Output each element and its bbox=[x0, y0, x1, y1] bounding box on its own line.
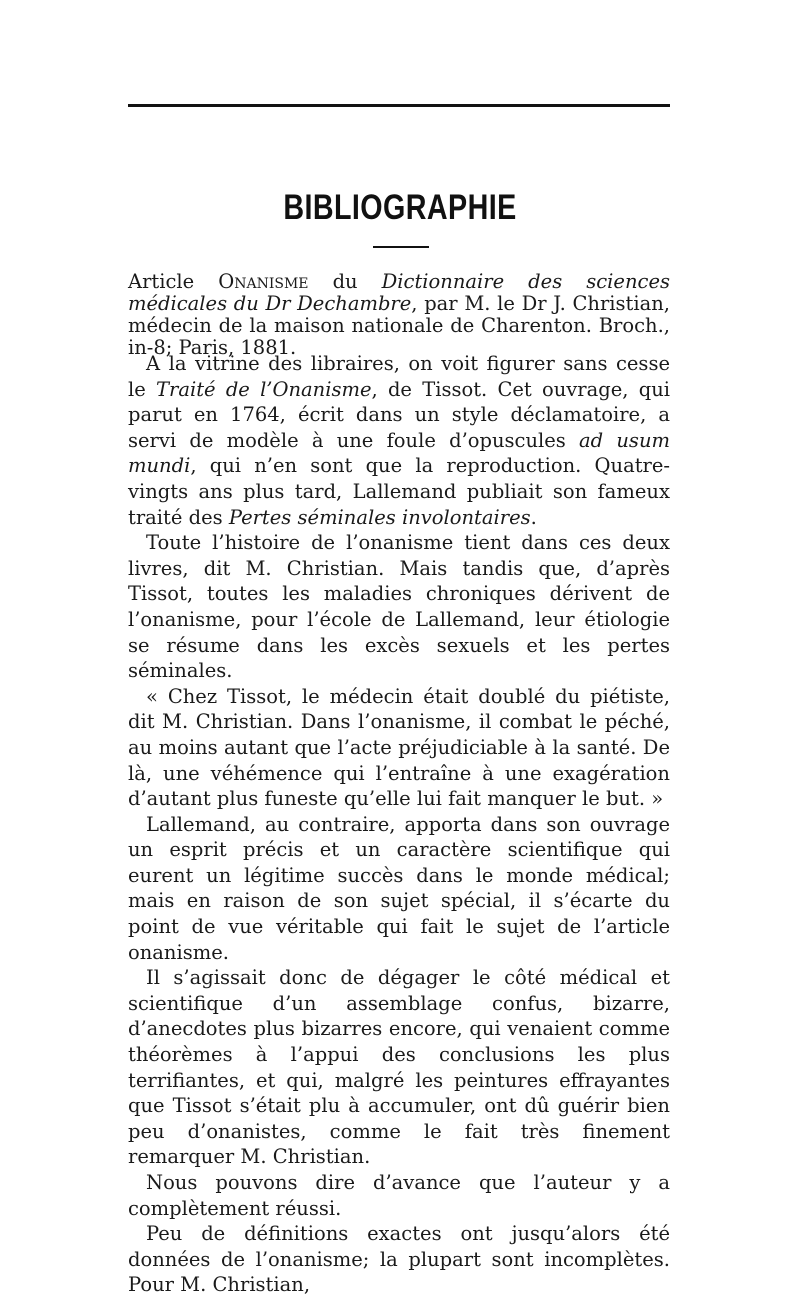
paragraph bbox=[128, 812, 670, 966]
citation-dict-title: Dictionnaire des sciences médicales du Dr Dechambre bbox=[128, 270, 670, 315]
citation-subject: Onanisme bbox=[218, 270, 309, 293]
paragraph-text: , qui n’en sont que la reproduction. Quatre-vingts ans plus tard, Lallemand publiait son fameux traité des bbox=[128, 454, 670, 529]
paragraph bbox=[128, 1221, 670, 1298]
paragraph bbox=[128, 684, 670, 812]
italic-text: ad usum mundi bbox=[128, 428, 670, 478]
paragraph-text: Peu de définitions exactes ont jusqu’alors été données de l’onanisme; la plupart sont incomplètes. Pour M. Christian, bbox=[128, 1222, 670, 1297]
paragraph bbox=[128, 1170, 670, 1221]
paragraph bbox=[128, 351, 670, 530]
citation-rest-2: , par M. le Dr J. Christian, médecin de la maison nationale de Charenton. Broch., in-8; Paris, 1881. bbox=[128, 292, 671, 359]
italic-text: Pertes séminales involontaires bbox=[228, 505, 531, 529]
title-rule bbox=[373, 246, 429, 248]
top-rule bbox=[128, 104, 670, 107]
paragraph-text: A la vitrine des libraires, on voit figurer sans cesse le bbox=[128, 352, 670, 401]
citation bbox=[128, 271, 670, 359]
page-title: BIBLIOGRAPHIE bbox=[283, 188, 517, 227]
paragraph-text: , de Tissot. Cet ouvrage, qui parut en 1764, écrit dans un style déclamatoire, a servi de modèle à une foule d’opuscules bbox=[128, 377, 670, 452]
citation-rest-1: du bbox=[308, 270, 382, 293]
paragraph-text: Toute l’histoire de l’onanisme tient dans ces deux livres, dit M. Christian. Mais tandis que, d’après Tissot, toutes les maladies chroniques dérivent de l’onanisme, pour l’école de Lallemand, leur étiologie se résume dans les excès sexuels et les pertes séminales. bbox=[128, 531, 670, 683]
paragraph bbox=[128, 965, 670, 1170]
paragraph-text: . bbox=[530, 505, 537, 529]
paragraph bbox=[128, 530, 670, 684]
paragraph-text: Il s’agissait donc de dégager le côté médical et scientifique d’un assemblage confus, bizarre, d’anecdotes plus bizarres encore, qui venaient comme théorèmes à l’appui des conclusions les plus terrifiantes, et qui, malgré les peintures effrayantes que Tissot s’était plu à accumuler, ont dû guérir bien peu d’onanistes, comme le fait très finement remarquer M. Christian. bbox=[128, 966, 670, 1169]
paragraph-text: « Chez Tissot, le médecin était doublé du piétiste, dit M. Christian. Dans l’onanisme, il combat le péché, au moins autant que l’acte préjudiciable à la santé. De là, une véhémence qui l’entraîne à une exagération d’autant plus funeste qu’elle lui fait manquer le but. » bbox=[128, 684, 670, 811]
italic-text: Traité de l’Onanisme bbox=[156, 377, 372, 401]
paragraph-text: Lallemand, au contraire, apporta dans son ouvrage un esprit précis et un caractère scientifique qui eurent un légitime succès dans le monde médical; mais en raison de son sujet spécial, il s’écarte du point de vue véritable qui fait le sujet de l’article onanisme. bbox=[128, 812, 670, 964]
paragraph-text: Nous pouvons dire d’avance que l’auteur y a complètement réussi. bbox=[128, 1171, 670, 1220]
body-text bbox=[128, 351, 670, 1298]
citation-lead: Article bbox=[128, 270, 219, 293]
